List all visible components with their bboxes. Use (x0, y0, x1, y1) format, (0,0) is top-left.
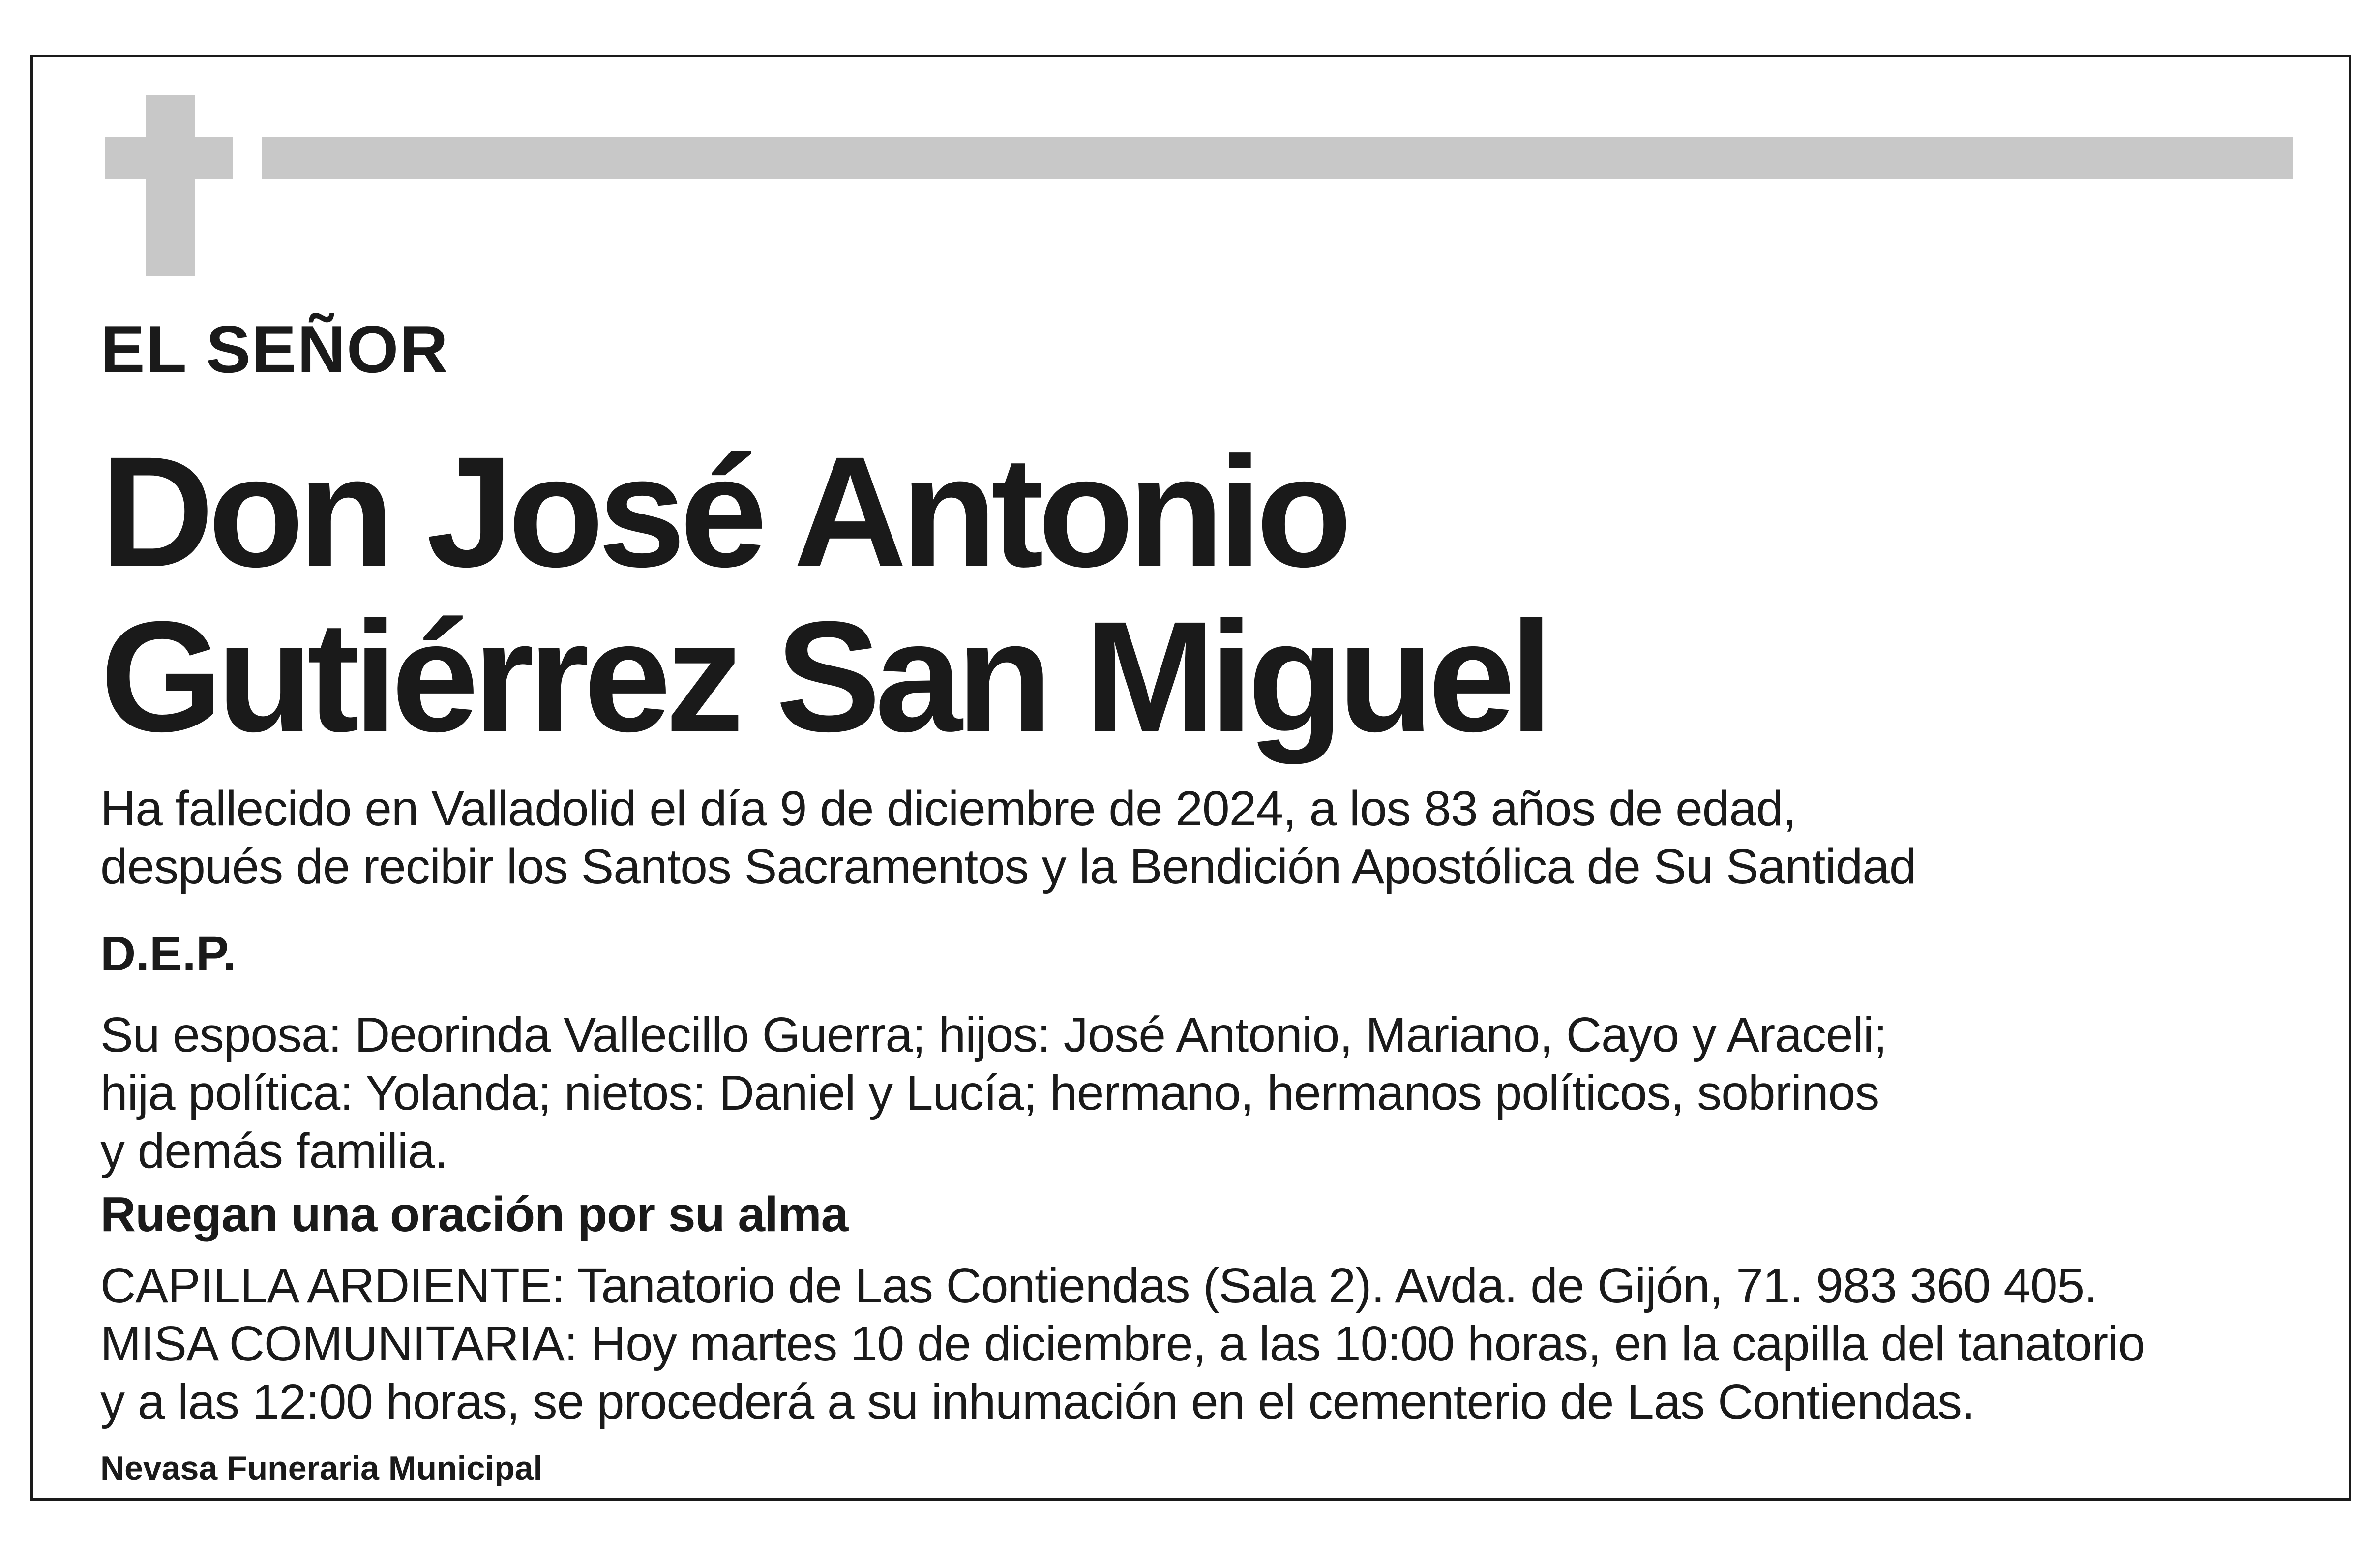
cross-icon (146, 95, 195, 276)
family-line: Su esposa: Deorinda Vallecillo Guerra; hijos: José Antonio, Mariano, Cayo y Araceli; (100, 1007, 1887, 1062)
cross-icon-arm (105, 137, 233, 179)
heading: EL SEÑOR (100, 312, 449, 387)
funeral-home: Nevasa Funeraria Municipal (100, 1450, 543, 1487)
arrangements-line: CAPILLA ARDIENTE: Tanatorio de Las Contiendas (Sala 2). Avda. de Gijón, 71. 983 360 405. (100, 1258, 2097, 1313)
announcement-line: Ha fallecido en Valladolid el día 9 de diciembre de 2024, a los 83 años de edad, (100, 781, 1796, 836)
deceased-name-line2: Gutiérrez San Miguel (100, 588, 1547, 764)
arrangements-line: y a las 12:00 horas, se procederá a su inhumación en el cementerio de Las Contiendas. (100, 1374, 1975, 1429)
family-line: y demás familia. (100, 1123, 448, 1178)
dep-label: D.E.P. (100, 926, 237, 981)
family-line: hija política: Yolanda; nietos: Daniel y Lucía; hermano, hermanos políticos, sobrinos (100, 1065, 1879, 1120)
header-rule (262, 137, 2293, 179)
arrangements-line: MISA COMUNITARIA: Hoy martes 10 de diciembre, a las 10:00 horas, en la capilla del tanatorio (100, 1316, 2145, 1371)
arrangements (100, 1257, 2145, 1431)
announcement (100, 780, 1916, 896)
family-list (100, 1006, 1887, 1180)
prayer-request: Ruegan una oración por su alma (100, 1187, 848, 1242)
announcement-line: después de recibir los Santos Sacramentos y la Bendición Apostólica de Su Santidad (100, 839, 1916, 894)
deceased-name-line1: Don José Antonio (100, 423, 1346, 600)
